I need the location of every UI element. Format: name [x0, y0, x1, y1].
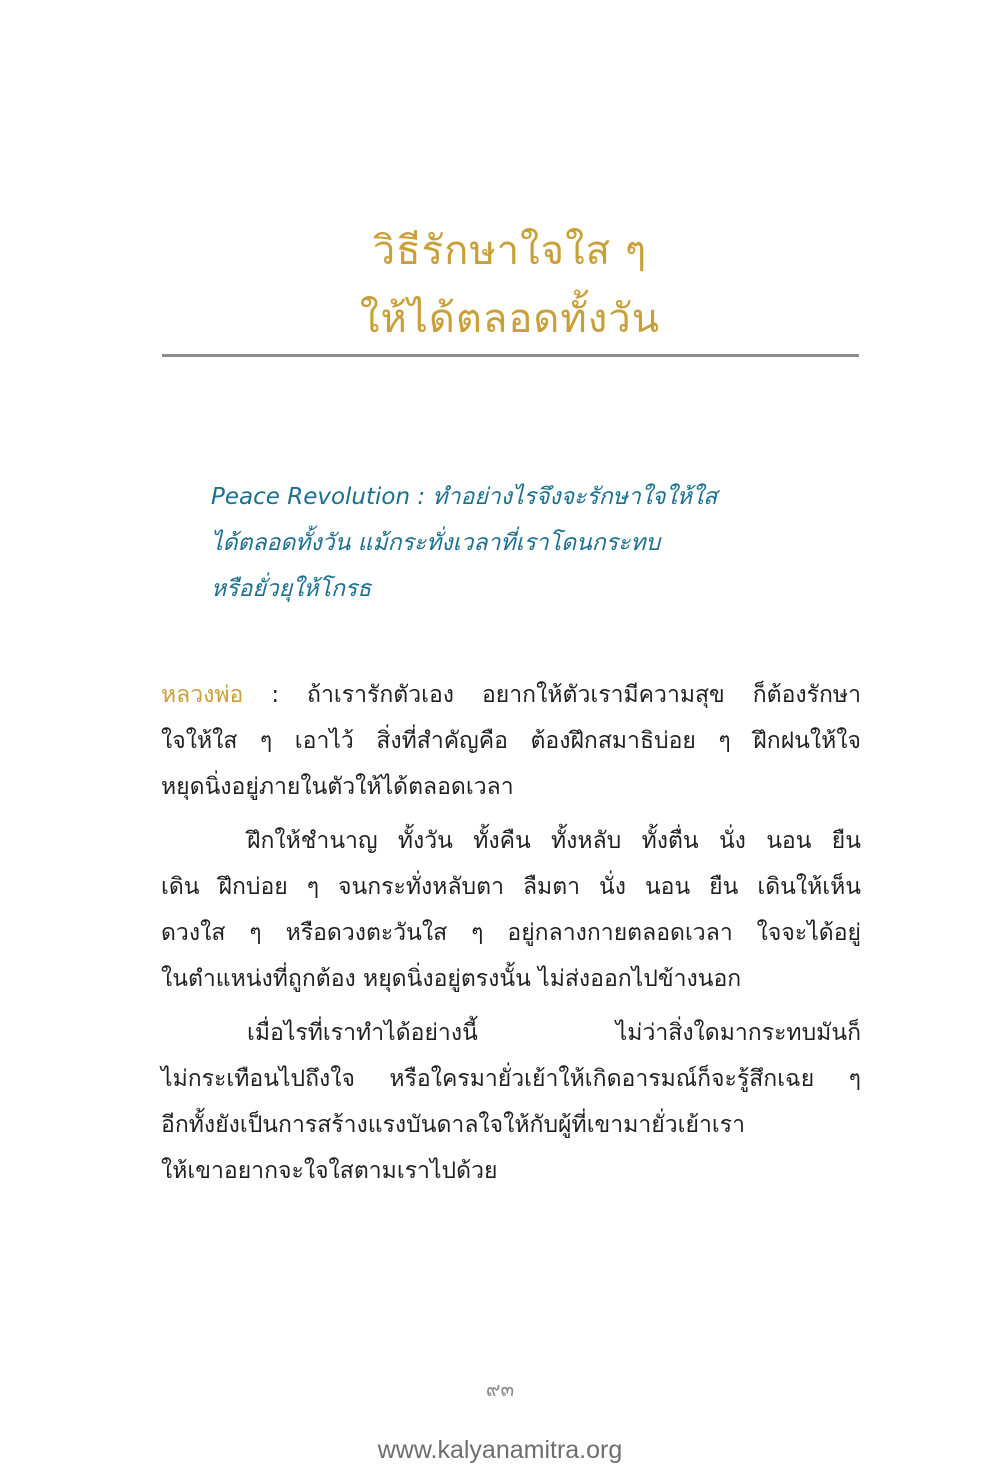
- page-number: ๙๓: [485, 1377, 515, 1401]
- answer-block: [161, 672, 861, 1194]
- answer-line: เมื่อไรที่เราทำได้อย่างนี้ ไม่ว่าสิ่งใดมากระทบมันก็: [247, 1020, 861, 1046]
- answer-line: [161, 672, 861, 718]
- page-title-line-2: ให้ได้ตลอดทั้งวัน: [359, 296, 661, 342]
- answer-line: ใจให้ใส ๆ เอาไว้ สิ่งที่สำคัญคือ ต้องฝึกสมาธิบ่อย ๆ ฝึกฝนให้ใจ: [161, 728, 861, 754]
- answer-line: อีกทั้งยังเป็นการสร้างแรงบันดาลใจให้กับผู้ที่เขามายั่วเย้าเรา: [161, 1112, 746, 1138]
- question-block: [211, 474, 851, 612]
- speaker-label: หลวงพ่อ: [161, 682, 244, 708]
- website-url: www.kalyanamitra.org: [377, 1436, 623, 1464]
- question-line: Peace Revolution : ทำอย่างไรจึงจะรักษาใจให้ใส: [211, 484, 718, 510]
- answer-line: ให้เขาอยากจะใจใสตามเราไปด้วย: [161, 1158, 498, 1184]
- answer-line: ดวงใส ๆ หรือดวงตะวันใส ๆ อยู่กลางกายตลอดเวลา ใจจะได้อยู่: [161, 920, 861, 946]
- question-line: หรือยั่วยุให้โกรธ: [211, 576, 372, 602]
- answer-line: ฝึกให้ชำนาญ ทั้งวัน ทั้งคืน ทั้งหลับ ทั้งตื่น นั่ง นอน ยืน: [247, 828, 861, 854]
- page-title-line-1: วิธีรักษาใจใส ๆ: [372, 228, 648, 274]
- answer-text: ถ้าเรารักตัวเอง อยากให้ตัวเรามีความสุข ก็ต้องรักษา: [307, 682, 861, 708]
- speaker-separator: :: [243, 682, 308, 708]
- answer-line: ในตำแหน่งที่ถูกต้อง หยุดนิ่งอยู่ตรงนั้น ไม่ส่งออกไปข้างนอก: [161, 966, 742, 992]
- question-line: ได้ตลอดทั้งวัน แม้กระทั่งเวลาที่เราโดนกระทบ: [211, 530, 661, 556]
- answer-line: เดิน ฝึกบ่อย ๆ จนกระทั่งหลับตา ลืมตา นั่ง นอน ยืน เดินให้เห็น: [161, 874, 861, 900]
- title-divider: [162, 354, 859, 357]
- answer-line: หยุดนิ่งอยู่ภายในตัวให้ได้ตลอดเวลา: [161, 774, 514, 800]
- answer-line: ไม่กระเทือนไปถึงใจ หรือใครมายั่วเย้าให้เกิดอารมณ์ก็จะรู้สึกเฉย ๆ: [161, 1066, 861, 1092]
